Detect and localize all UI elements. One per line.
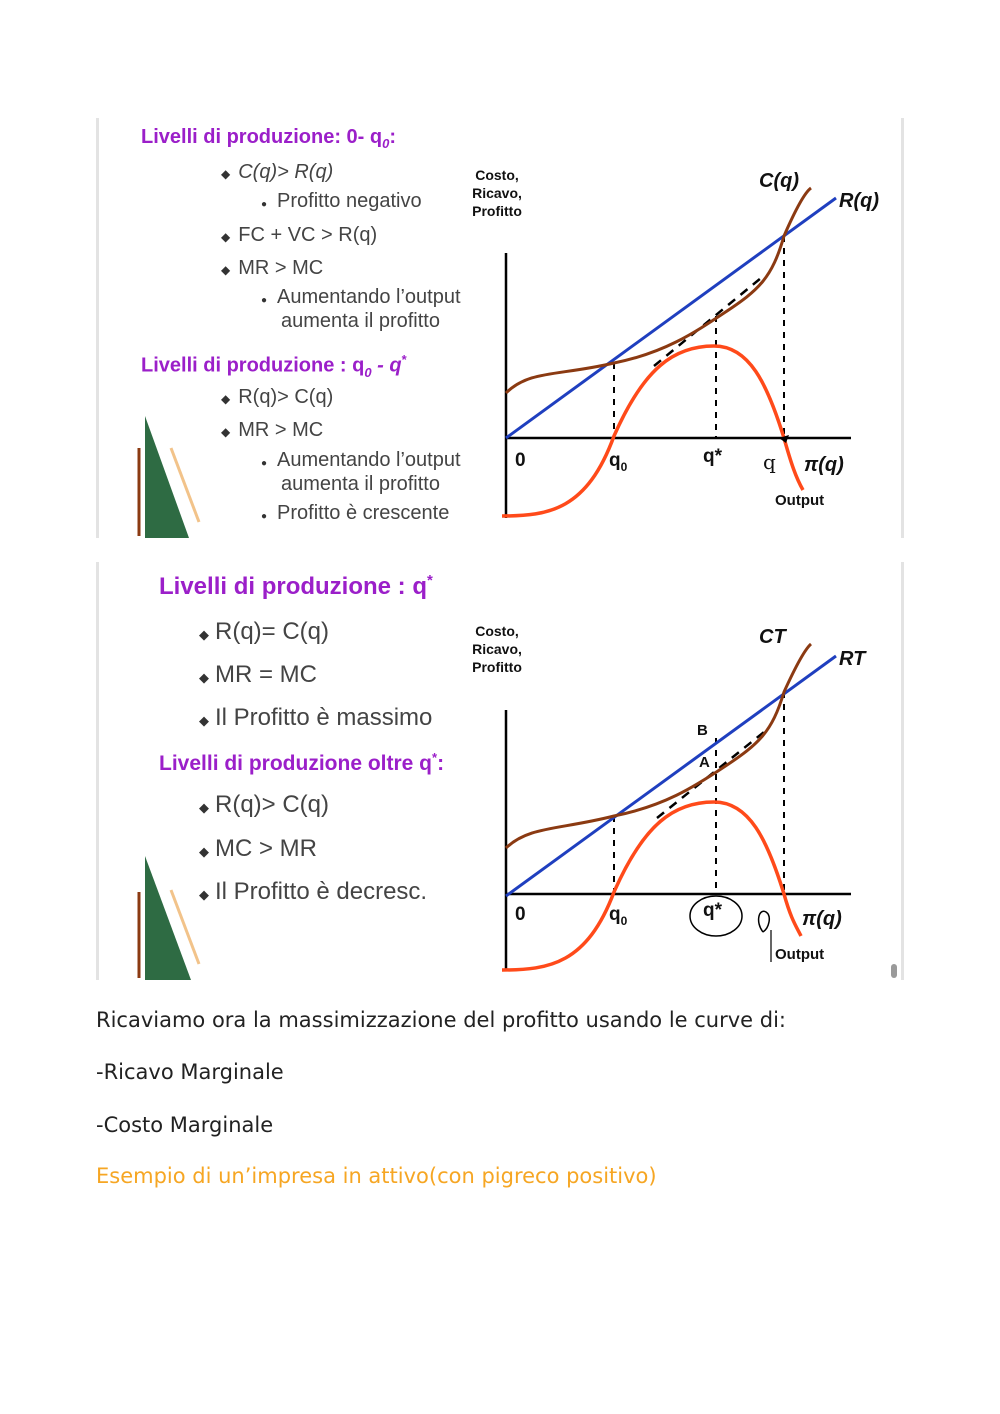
bullet-mr-equals-mc: ◆ MR = MC	[199, 661, 317, 688]
paragraph-marginal-cost: -Costo Marginale	[96, 1113, 274, 1137]
bullet-profit-decreasing: ◆ Il Profitto è decresc.	[199, 878, 428, 905]
cost-curve-label-2: CT	[759, 626, 786, 648]
bullet-cost-greater-revenue: ◆ C(q)> R(q)	[221, 161, 334, 183]
profit-curve-label-2: π(q)	[802, 908, 842, 930]
q0-label: $q_0$	[609, 450, 628, 474]
bullet-increase-output-2: ● Aumentando l’output	[261, 449, 461, 471]
heading-levels-beyond-qstar: Livelli di produzione oltre q*:	[159, 750, 445, 775]
cost-curve-label: C(q)	[759, 170, 799, 192]
bullet-revenue-greater-cost-2: ◆ R(q)> C(q)	[199, 791, 330, 818]
bullet-mc-gt-mr: ◆ MC > MR	[199, 835, 317, 862]
origin-label-2: 0	[515, 904, 526, 925]
bullet-increase-profit-2: aumenta il profitto	[281, 473, 440, 495]
y-axis-label: Costo, Ricavo, Profitto	[472, 167, 522, 219]
qstar-label-2: q*	[703, 900, 722, 921]
paragraph-marginal-revenue: -Ricavo Marginale	[96, 1060, 284, 1084]
paragraph-intro: Ricaviamo ora la massimizzazione del profitto usando le curve di:	[96, 1008, 787, 1032]
revenue-curve-2	[506, 656, 836, 896]
scrollbar-thumb[interactable]	[891, 964, 897, 978]
heading-levels-0-q0: Livelli di produzione: 0- $q_0$:	[141, 126, 397, 151]
handwritten-mark-2	[759, 911, 770, 932]
x-axis-label: Output	[775, 492, 825, 509]
profit-curve-2	[502, 802, 801, 970]
revenue-curve-label: R(q)	[839, 190, 879, 212]
bullet-revenue-equals-cost: ◆ R(q)= C(q)	[199, 618, 330, 645]
bullet-mr-gt-mc-2: ◆ MR > MC	[221, 419, 324, 441]
bullet-profit-increasing: ● Profitto è crescente	[261, 502, 450, 524]
profit-curve-label: π(q)	[804, 454, 844, 476]
handwritten-q-label: q	[763, 450, 776, 474]
slide-profit-levels-2	[96, 562, 904, 980]
revenue-curve-label-2: RT	[839, 648, 866, 670]
slide-profit-levels-1	[96, 118, 904, 538]
bullet-increase-profit: aumenta il profitto	[281, 310, 440, 332]
bullet-increase-output: ● Aumentando l’output	[261, 286, 461, 308]
origin-label: 0	[515, 450, 526, 471]
bullet-profit-max: ◆ Il Profitto è massimo	[199, 704, 433, 731]
qstar-label: q*	[703, 446, 722, 467]
x-axis-label-2: Output	[775, 946, 825, 963]
bullet-fc-vc: ◆ FC + VC > R(q)	[221, 224, 378, 246]
point-a-label: A	[699, 754, 710, 771]
heading-levels-q0-qstar: Livelli di produzione : $q_0 - q^*$	[141, 352, 407, 380]
point-b-label: B	[697, 722, 708, 739]
bullet-revenue-greater-cost: ◆ R(q)> C(q)	[221, 386, 334, 408]
profit-curve	[502, 346, 803, 516]
y-axis-label-2: Costo, Ricavo, Profitto	[472, 623, 522, 675]
highlight-example: Esempio di un’impresa in attivo(con pigreco positivo)	[96, 1164, 657, 1188]
decorative-triangle-2	[145, 856, 191, 980]
bullet-negative-profit: ● Profitto negativo	[261, 190, 422, 212]
bullet-mr-gt-mc: ◆ MR > MC	[221, 257, 324, 279]
heading-levels-qstar: Livelli di produzione : q*	[159, 572, 433, 600]
q0-label-2: $q_0$	[609, 904, 628, 928]
